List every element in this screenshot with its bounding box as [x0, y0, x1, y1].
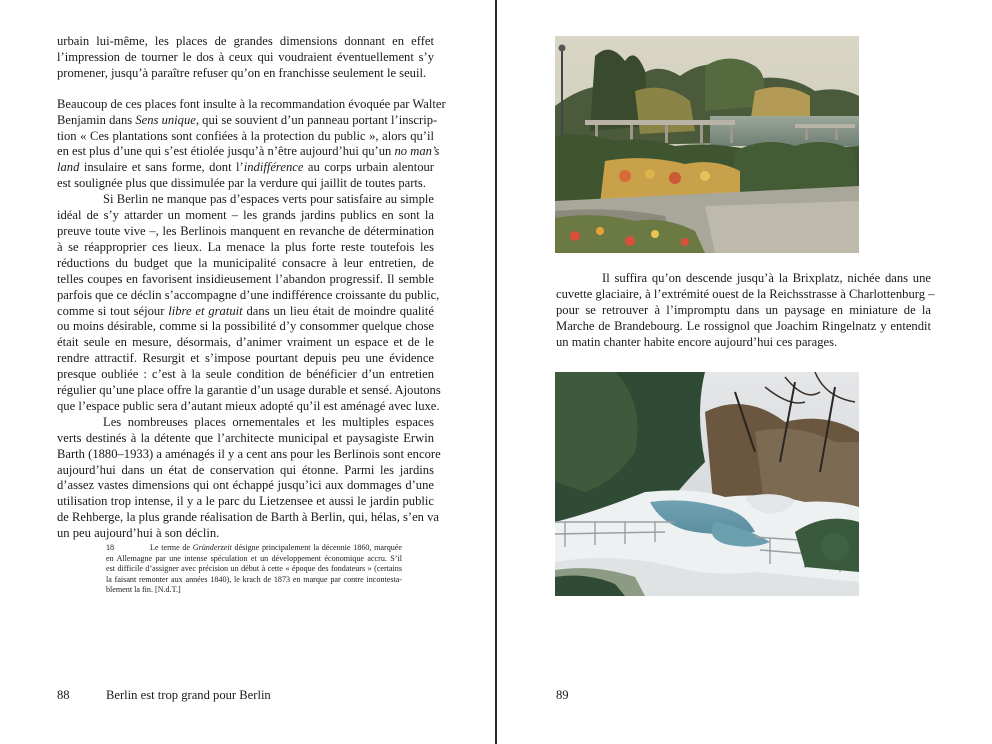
photo-garden-pergola	[555, 36, 859, 253]
text-line: parfois que ce déclin s’accompagne d’une indifférence croissante du public,	[57, 287, 440, 302]
text-line: tion « Ces plantations sont confiées à la protection du public », alors qu’il	[57, 128, 434, 143]
text-line: Il suffira qu’on descende jusqu’à la Brixplatz, nichée dans une	[602, 271, 931, 285]
page-number-right: 89	[556, 688, 569, 702]
text-line: régulier qu’une place offre la garantie d’un usage durable et sensé. Ajoutons	[57, 383, 441, 398]
text-line: idéal de s’y attarder un moment – les grands jardins publics en sont la	[57, 208, 434, 223]
text-line: land insulaire et sans forme, dont l’indifférence au corps urbain alentour	[57, 160, 434, 175]
text-line: promener, jusqu’à paraître refuser qu’on en franchisse seulement le seuil.	[57, 65, 427, 80]
italic-phrase: libre et gratuit	[168, 303, 243, 318]
paragraph-brixplatz	[556, 271, 935, 351]
text-line: l’impression de tourner le dos à ceux qui voudraient éventuellement s’y	[57, 49, 434, 64]
text-line: presque oubliée : c’est à la seule condition de bénéficier d’un entretien	[57, 367, 434, 382]
photo-snowy-park	[555, 372, 859, 596]
right-page	[497, 0, 992, 744]
paragraph-continuation	[57, 34, 434, 82]
italic-title: Sens unique	[135, 112, 196, 127]
text-line: en est plus d’une qui s’est étiolée jusqu’à n’être aujourd’hui qu’un no man’s	[57, 144, 440, 159]
text-line: ou moins désirable, comme si la possibilité d’y consommer quelque chose	[57, 319, 434, 334]
italic-phrase: indifférence	[243, 160, 304, 175]
text-line: utilisation trop intense, il y a le parc du Lietzensee et aussi le jardin public	[57, 494, 434, 509]
text-line: Benjamin dans Sens unique, qui se souvient d’un panneau portant l’inscrip-	[57, 112, 438, 127]
footnote-line: en Allemagne par une intense spéculation et un développement économique accru. S’il	[106, 553, 402, 563]
italic-phrase: land	[57, 160, 80, 175]
running-title: Berlin est trop grand pour Berlin	[106, 688, 271, 702]
text-line: à se réapproprier ces lieux. La menace la plus forte reste toutefois les	[57, 239, 434, 254]
text-line: Beaucoup de ces places font insulte à la recommandation évoquée par Walter	[57, 96, 446, 111]
right-main-text	[556, 271, 935, 351]
page-number-left: 88	[57, 688, 70, 702]
paragraph-benjamin	[57, 96, 446, 192]
footnote-line: est difficile d’assigner avec précision un début à cette « époque des fondateurs » (certains	[106, 564, 402, 574]
footnote-line: 18 Le terme de Gründerzeit désigne principalement la décennie 1860, marquée	[106, 543, 402, 552]
footnote-number: 18	[106, 543, 115, 552]
italic-term: Gründerzeit	[192, 543, 232, 552]
text-line: telles coupes en favorisent insidieusement l’abandon progressif. Il semble	[57, 271, 434, 286]
paragraph-erwin-barth	[57, 414, 441, 542]
footnote-18	[106, 543, 402, 596]
italic-phrase: no man’s	[394, 144, 440, 159]
text-line: Barth (1880–1933) a aménagés il y a cent ans pour les Berlinois sont encore	[57, 446, 441, 461]
text-line: preuve toute vive –, les Berlinois manquent en revanche de détermination	[57, 223, 434, 238]
text-line: pour se retrouver à l’impromptu dans un paysage en miniature de la	[556, 302, 931, 317]
text-line: de Rehberge, la plus grande réalisation de Barth à Berlin, qui, hélas, s’en va	[57, 510, 440, 525]
text-line: Les nombreuses places ornementales et les multiples espaces	[103, 414, 434, 429]
left-page	[0, 0, 495, 744]
text-line: un matin chanter habite encore aujourd’hui ces parages.	[556, 334, 838, 349]
text-line: comme si tout séjour libre et gratuit dans un lieu était de moindre qualité	[57, 303, 434, 318]
text-line: cuvette glaciaire, à l’extrémité ouest de la Reichsstrasse à Charlottenburg –	[556, 286, 935, 301]
text-line: Si Berlin ne manque pas d’espaces verts pour satisfaire au simple	[103, 192, 434, 207]
left-main-text	[57, 34, 446, 542]
text-line: est soulignée plus que dissimulée par la verdure qui jaillit de toutes parts.	[57, 176, 426, 191]
text-line: Marche de Brandebourg. Le rossignol que Joachim Ringelnatz y entendit	[556, 318, 931, 333]
footnote-line: blement la fin. [N.d.T.]	[106, 585, 181, 595]
paragraph-berlin-green-spaces	[57, 192, 441, 415]
footnote-line: la faisant remonter aux années 1840), le krach de 1873 en marque par contre incontesta-	[106, 574, 402, 584]
text-line: un peu aujourd’hui à son déclin.	[57, 526, 220, 541]
text-line: réductions du budget que la municipalité consacre à leur entretien, de	[57, 255, 434, 270]
text-line: d’assez vastes dimensions qui ont échappé jusqu’ici aux dommages d’une	[57, 478, 434, 493]
text-line: était seule en mesure, désormais, d’animer vraiment un espace et de le	[57, 335, 434, 350]
text-line: urbain lui-même, les places de grandes dimensions donnant en effet	[57, 34, 434, 48]
text-line: aujourd’hui dans un état de conservation qui étonne. Parmi les jardins	[57, 462, 434, 477]
text-line: verts destinés à la détente que l’architecte municipal et paysagiste Erwin	[57, 430, 434, 445]
text-line: que l’espace public sera d’autant mieux adopté qu’il est aménagé avec luxe.	[57, 398, 440, 413]
text-line: rendre attractif. Resurgit et s’impose pourtant depuis peu une évidence	[57, 351, 434, 366]
